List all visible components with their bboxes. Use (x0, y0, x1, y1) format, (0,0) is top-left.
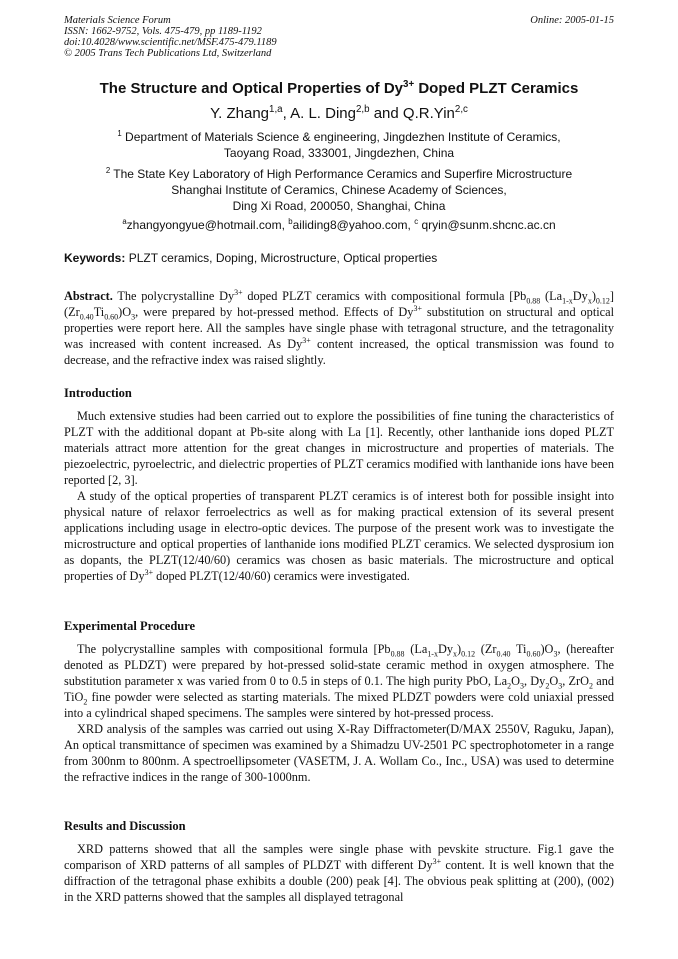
author-emails: $^a$zhangyongyue@hotmail.com, $^b$ailiding8@yahoo.com, $^c$ qryin@sunm.shcnc.ac.cn (122, 217, 556, 232)
experimental-text: The polycrystalline samples with compositional formula [$Pb_{0.88}$ $(La_{1-x}Dy_x)_{0.12}$ ($Zr_{0.40}$ $Ti_{0.60})O_3$, (hereafter denoted as PLDZT) were prepared by hot-pressed solid-state ceramic method in oxygen atmosphere. The substitution parameter x was varied from 0 to 0.5 in steps of 0.1. The high purity PbO, $La_2O_3$, $Dy_2O_3$, ZrO$_2$ and TiO$_2$ fine powder were selected as starting materials. The mixed PLDZT powders were cold uniaxial pressed into a cylindrical shaped specimens. The samples were sintered by hot-pressed process. XRD analysis of the samples was carried out using X-Ray Diffractometer(D/MAX 2550V, Raguku, Japan), An optical transmittance of specimen was examined by a Shimadzu UV-2501 PC spectrophotometer in a range from 300nm to 800nm. A spectroellipsometer (VASETM, J. A. Wollam Co., Inc., USA) was used to determine the refractive indices in the range of 300-1000nm. (64, 642, 614, 784)
issn-line: ISSN: 1662-9752, Vols. 475-479, pp 1189-1192 (64, 26, 262, 37)
abstract: Abstract. The polycrystalline $Dy^{3+}$ doped PLZT ceramics with compositional formula [$Pb_{0.88}$ $(La_{1-x}Dy_x)_{0.12}](Zr_{0.40}Ti_{0.60})O_3$, were prepared by hot-pressed method. Effects of $Dy^{3+}$ substitution on structural and optical properties were report here. All the samples have single phase with tetragonal structure, and the tetragonality was increased with content increased. As $Dy^{3+}$ content increased, the optical transmission was found to decrease, and the refractive index was raised slightly. (64, 287, 615, 367)
introduction-text: Much extensive studies had been carried out to explore the possibilities of fine tuning the characteristics of PLZT with the additional dopant at Pb-site along with La [1]. Recently, other lanthanide ions doped PLZT materials attract more attention for the great changes in microstructure and properties of materials. The piezoelectric, pyroelectric, and dielectric properties of PLZT ceramics modified with lanthanide ions have been reported [2, 3]. A study of the optical properties of transparent PLZT ceramics is of interest both for possible insight into physical nature of relaxor ferroelectrics as well as for making practical extension of its several present applications including usage in electro-optic devices. The purpose of the present work was to investigate the microstructure and optical properties of lanthanide ions modified PLZT ceramics. We selected dysprosium ion as dopants, the PLZT(12/40/60) ceramics was chosen as basic materials. The microstructure and optical properties of $Dy^{3+}$ doped PLZT(12/40/60) ceramics were investigated. (64, 409, 614, 583)
section-heading-introduction: Introduction (64, 386, 132, 400)
results-text: XRD patterns showed that all the samples were single phase with pevskite structure. Fig.1 gave the comparison of XRD patterns of all samples of PLDZT with different $Dy^{3+}$ content. It is well known that the diffraction of the tetragonal phase exhibits a double (200) peak [4]. The obvious peak splitting at (200), (002) in the XRD patterns showed that the samples all displayed tetragonal (64, 842, 615, 904)
paper-title: The Structure and Optical Properties of $Dy^{3+}$ Doped PLZT Ceramics (99, 79, 579, 97)
journal-name: Materials Science Forum (64, 15, 171, 26)
affiliation-2: $^2$ The State Key Laboratory of High Performance Ceramics and Superfire Microstructure Shanghai Institute of Ceramics, Chinese Academy of Sciences, Ding Xi Road, 200050, Shanghai, China (105, 166, 573, 213)
running-header (64, 15, 614, 59)
keywords: Keywords: PLZT ceramics, Doping, Microstructure, Optical properties (64, 251, 438, 265)
copyright-line: © 2005 Trans Tech Publications Ltd, Switzerland (64, 48, 272, 59)
doi-line: doi:10.4028/www.scientific.net/MSF.475-479.1189 (64, 37, 277, 48)
section-heading-experimental: Experimental Procedure (64, 619, 196, 633)
affiliation-1: $^1$ Department of Materials Science & engineering, Jingdezhen Institute of Ceramics, Taoyang Road, 333001, Jingdezhen, China (117, 129, 561, 160)
section-heading-results: Results and Discussion (64, 819, 186, 833)
online-date: Online: 2005-01-15 (530, 15, 614, 26)
author-list: Y. Zhang$^{1,a}$, A. L. Ding$^{2,b}$ and Q.R.Yin$^{2,c}$ (210, 104, 468, 122)
